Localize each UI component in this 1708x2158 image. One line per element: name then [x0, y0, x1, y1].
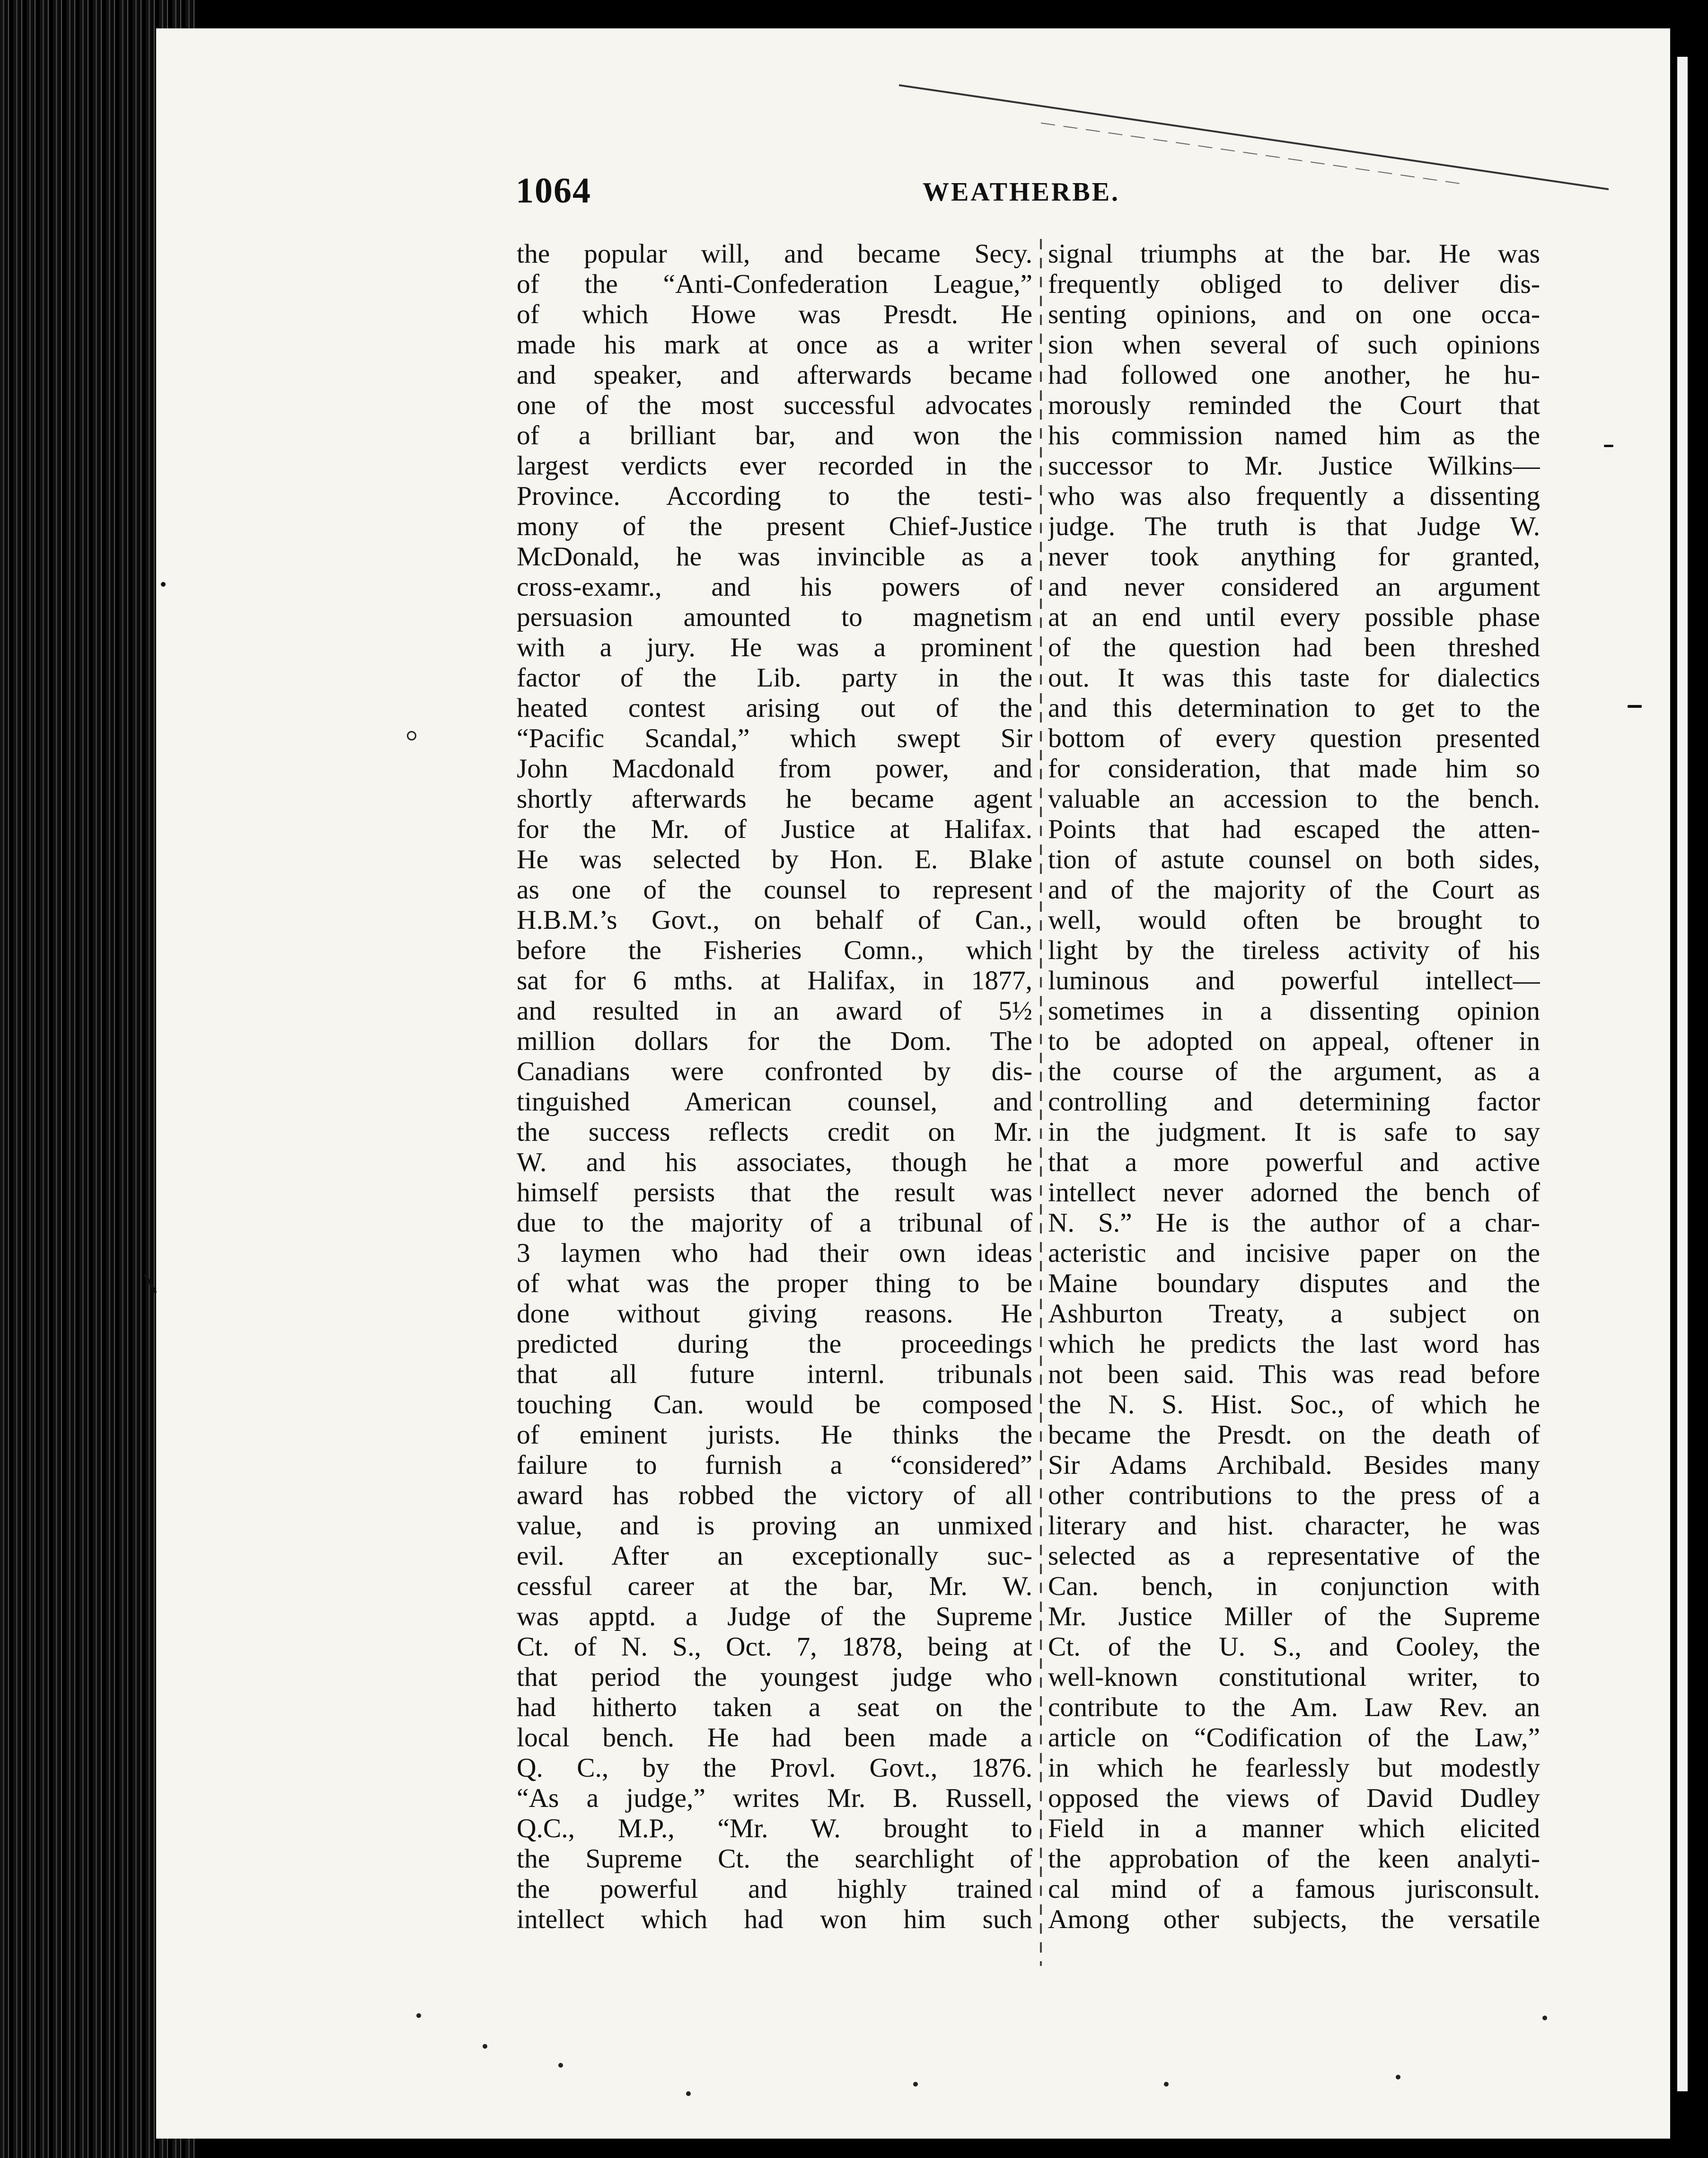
- left-column-line: failure to furnish a “considered”: [517, 1450, 1032, 1480]
- left-column-line: predicted during the proceedings: [517, 1329, 1032, 1359]
- right-column-line: not been said. This was read before: [1048, 1359, 1540, 1389]
- right-column-line: well, would often be brought to: [1048, 905, 1540, 935]
- running-head: WEATHERBE.: [923, 177, 1120, 207]
- right-column-line: article on “Codification of the Law,”: [1048, 1723, 1540, 1753]
- left-column-line: sat for 6 mths. at Halifax, in 1877,: [517, 966, 1032, 995]
- right-column-line: sometimes in a dissenting opinion: [1048, 996, 1540, 1026]
- right-column-line: valuable an accession to the bench.: [1048, 784, 1540, 814]
- right-column-line: Mr. Justice Miller of the Supreme: [1048, 1602, 1540, 1631]
- left-column-line: W. and his associates, though he: [517, 1147, 1032, 1177]
- left-column-line: himself persists that the result was: [517, 1178, 1032, 1207]
- left-column-line: million dollars for the Dom. The: [517, 1026, 1032, 1056]
- left-column-line: “Pacific Scandal,” which swept Sir: [517, 723, 1032, 753]
- right-column-line: and of the majority of the Court as: [1048, 875, 1540, 905]
- right-column-line: became the Presdt. on the death of: [1048, 1420, 1540, 1450]
- right-column-line: Field in a manner which elicited: [1048, 1814, 1540, 1843]
- left-column-line: McDonald, he was invincible as a: [517, 542, 1032, 572]
- left-column-line: made his mark at once as a writer: [517, 330, 1032, 360]
- right-column-line: and never considered an argument: [1048, 572, 1540, 602]
- right-column-line: and this determination to get to the: [1048, 693, 1540, 723]
- page-header: [516, 170, 1580, 232]
- left-column-line: Province. According to the testi-: [517, 481, 1032, 511]
- column-divider: [1040, 239, 1042, 1966]
- left-column-line: of which Howe was Presdt. He: [517, 299, 1032, 329]
- left-column-line: the success reflects credit on Mr.: [517, 1117, 1032, 1147]
- left-column-line: was apptd. a Judge of the Supreme: [517, 1602, 1032, 1631]
- scan-speck: [1604, 445, 1613, 447]
- right-column-line: who was also frequently a dissenting: [1048, 481, 1540, 511]
- left-column-line: local bench. He had been made a: [517, 1723, 1032, 1753]
- right-column-line: luminous and powerful intellect—: [1048, 966, 1540, 995]
- left-column-line: John Macdonald from power, and: [517, 754, 1032, 784]
- left-column-line: for the Mr. of Justice at Halifax.: [517, 814, 1032, 844]
- left-column-line: of the “Anti-Confederation League,”: [517, 269, 1032, 299]
- right-column-line: selected as a representative of the: [1048, 1541, 1540, 1571]
- left-column-line: persuasion amounted to magnetism: [517, 602, 1032, 632]
- right-column-line: sion when several of such opinions: [1048, 330, 1540, 360]
- left-column-line: award has robbed the victory of all: [517, 1480, 1032, 1510]
- left-column-line: cessful career at the bar, Mr. W.: [517, 1571, 1032, 1601]
- right-column-line: the N. S. Hist. Soc., of which he: [1048, 1390, 1540, 1419]
- right-column-line: Ct. of the U. S., and Cooley, the: [1048, 1632, 1540, 1662]
- right-column-line: well-known constitutional writer, to: [1048, 1662, 1540, 1692]
- page-number: 1064: [516, 171, 591, 211]
- right-column-line: other contributions to the press of a: [1048, 1480, 1540, 1510]
- left-column-line: had hitherto taken a seat on the: [517, 1692, 1032, 1722]
- left-column-line: of a brilliant bar, and won the: [517, 421, 1032, 450]
- right-column-line: Points that had escaped the atten-: [1048, 814, 1540, 844]
- left-column-line: that period the youngest judge who: [517, 1662, 1032, 1692]
- left-column-line: due to the majority of a tribunal of: [517, 1208, 1032, 1238]
- left-text-column: [517, 239, 1032, 1966]
- left-column-line: that all future internl. tribunals: [517, 1359, 1032, 1389]
- scan-right-border: [1670, 0, 1708, 2158]
- right-column-line: tion of astute counsel on both sides,: [1048, 845, 1540, 874]
- right-column-line: the approbation of the keen analyti-: [1048, 1844, 1540, 1874]
- right-column-line: intellect never adorned the bench of: [1048, 1178, 1540, 1207]
- left-column-line: done without giving reasons. He: [517, 1299, 1032, 1329]
- right-column-line: Ashburton Treaty, a subject on: [1048, 1299, 1540, 1329]
- right-column-line: that a more powerful and active: [1048, 1147, 1540, 1177]
- left-column-line: cross-examr., and his powers of: [517, 572, 1032, 602]
- left-column-line: the Supreme Ct. the searchlight of: [517, 1844, 1032, 1874]
- right-column-line: senting opinions, and on one occa-: [1048, 299, 1540, 329]
- right-column-line: literary and hist. character, he was: [1048, 1511, 1540, 1541]
- right-column-line: contribute to the Am. Law Rev. an: [1048, 1692, 1540, 1722]
- left-column-line: and speaker, and afterwards became: [517, 360, 1032, 390]
- right-column-line: morously reminded the Court that: [1048, 390, 1540, 420]
- right-column-line: successor to Mr. Justice Wilkins—: [1048, 451, 1540, 481]
- right-column-line: for consideration, that made him so: [1048, 754, 1540, 784]
- scan-right-edge-line: [1677, 57, 1688, 2091]
- right-column-line: of the question had been threshed: [1048, 633, 1540, 662]
- right-column-line: Among other subjects, the versatile: [1048, 1904, 1540, 1934]
- left-column-line: the powerful and highly trained: [517, 1874, 1032, 1904]
- left-column-line: Ct. of N. S., Oct. 7, 1878, being at: [517, 1632, 1032, 1662]
- left-column-line: Q. C., by the Provl. Govt., 1876.: [517, 1753, 1032, 1783]
- right-text-column: [1048, 239, 1540, 1966]
- right-column-line: opposed the views of David Dudley: [1048, 1783, 1540, 1813]
- right-column-line: had followed one another, he hu-: [1048, 360, 1540, 390]
- left-column-line: of what was the proper thing to be: [517, 1268, 1032, 1298]
- left-column-line: tinguished American counsel, and: [517, 1087, 1032, 1117]
- left-column-line: as one of the counsel to represent: [517, 875, 1032, 905]
- left-column-line: with a jury. He was a prominent: [517, 633, 1032, 662]
- right-column-line: frequently obliged to deliver dis-: [1048, 269, 1540, 299]
- right-column-line: judge. The truth is that Judge W.: [1048, 511, 1540, 541]
- right-column-line: in the judgment. It is safe to say: [1048, 1117, 1540, 1147]
- right-column-line: never took anything for granted,: [1048, 542, 1540, 572]
- left-column-line: “As a judge,” writes Mr. B. Russell,: [517, 1783, 1032, 1813]
- left-column-line: largest verdicts ever recorded in the: [517, 451, 1032, 481]
- left-column-line: H.B.M.’s Govt., on behalf of Can.,: [517, 905, 1032, 935]
- right-column-line: N. S.” He is the author of a char-: [1048, 1208, 1540, 1238]
- scan-speck: [161, 582, 166, 587]
- right-column-line: to be adopted on appeal, oftener in: [1048, 1026, 1540, 1056]
- right-column-line: bottom of every question presented: [1048, 723, 1540, 753]
- right-column-line: at an end until every possible phase: [1048, 602, 1540, 632]
- left-column-line: Canadians were confronted by dis-: [517, 1057, 1032, 1086]
- right-column-line: Sir Adams Archibald. Besides many: [1048, 1450, 1540, 1480]
- right-column-line: signal triumphs at the bar. He was: [1048, 239, 1540, 269]
- left-column-line: mony of the present Chief-Justice: [517, 511, 1032, 541]
- left-column-line: He was selected by Hon. E. Blake: [517, 845, 1032, 874]
- right-column-line: out. It was this taste for dialectics: [1048, 663, 1540, 693]
- left-column-line: touching Can. would be composed: [517, 1390, 1032, 1419]
- left-column-line: before the Fisheries Comn., which: [517, 935, 1032, 965]
- scan-speck: [407, 731, 416, 740]
- left-column-line: shortly afterwards he became agent: [517, 784, 1032, 814]
- left-column-line: one of the most successful advocates: [517, 390, 1032, 420]
- left-column-line: of eminent jurists. He thinks the: [517, 1420, 1032, 1450]
- right-column-line: Can. bench, in conjunction with: [1048, 1571, 1540, 1601]
- left-column-line: Q.C., M.P., “Mr. W. brought to: [517, 1814, 1032, 1843]
- left-column-line: evil. After an exceptionally suc-: [517, 1541, 1032, 1571]
- left-column-line: and resulted in an award of 5½: [517, 996, 1032, 1026]
- right-column-line: cal mind of a famous jurisconsult.: [1048, 1874, 1540, 1904]
- right-column-line: his commission named him as the: [1048, 421, 1540, 450]
- right-column-line: Maine boundary disputes and the: [1048, 1268, 1540, 1298]
- left-column-line: factor of the Lib. party in the: [517, 663, 1032, 693]
- right-column-line: light by the tireless activity of his: [1048, 935, 1540, 965]
- left-column-line: heated contest arising out of the: [517, 693, 1032, 723]
- left-column-line: intellect which had won him such: [517, 1904, 1032, 1934]
- left-column-line: value, and is proving an unmixed: [517, 1511, 1032, 1541]
- left-column-line: the popular will, and became Secy.: [517, 239, 1032, 269]
- right-column-line: in which he fearlessly but modestly: [1048, 1753, 1540, 1783]
- right-column-line: acteristic and incisive paper on the: [1048, 1238, 1540, 1268]
- right-column-line: controlling and determining factor: [1048, 1087, 1540, 1117]
- left-column-line: 3 laymen who had their own ideas: [517, 1238, 1032, 1268]
- scan-speck: [1628, 705, 1642, 708]
- right-column-line: the course of the argument, as a: [1048, 1057, 1540, 1086]
- right-column-line: which he predicts the last word has: [1048, 1329, 1540, 1359]
